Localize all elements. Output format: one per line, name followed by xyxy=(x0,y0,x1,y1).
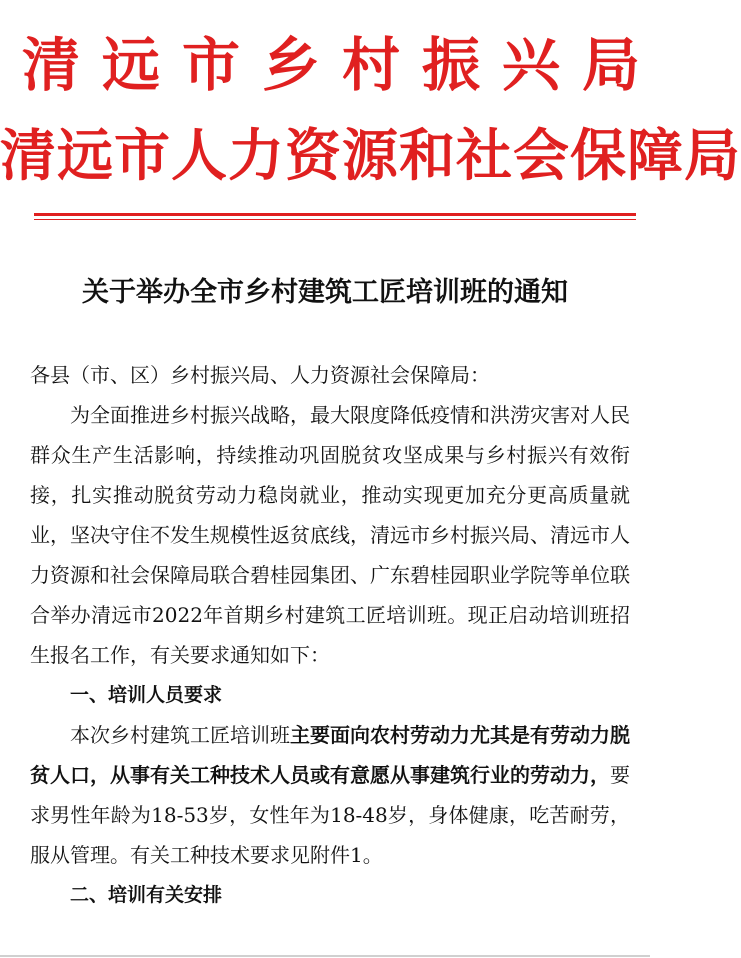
document-title: 关于举办全市乡村建筑工匠培训班的通知 xyxy=(82,277,568,308)
salutation: 各县（市、区）乡村振兴局、人力资源社会保障局： xyxy=(30,363,490,387)
section-heading-1: 一、培训人员要求 xyxy=(70,684,223,706)
requirements-intro: 本次乡村建筑工匠培训班 xyxy=(70,723,290,747)
red-separator-thick xyxy=(34,213,636,216)
section-heading-2: 二、培训有关安排 xyxy=(70,884,223,906)
paragraph-requirements xyxy=(30,715,630,875)
requirements-details: 要求男性年龄为18-53岁，女性年为18-48岁，身体健康，吃苦耐劳，服从管理。有关工种技术要求见附件1。 xyxy=(30,763,630,867)
requirements-target: 主要面向农村劳动力尤其是有劳动力脱贫人口，从事有关工种技术人员或有意愿从事建筑行业的劳动力， xyxy=(30,723,630,787)
page-bottom-edge xyxy=(0,955,650,957)
document-body xyxy=(30,355,630,915)
paragraph-intro: 为全面推进乡村振兴战略，最大限度降低疫情和洪涝灾害对人民群众生产生活影响，持续推动巩固脱贫攻坚成果与乡村振兴有效衔接，扎实推动脱贫劳动力稳岗就业，推动实现更加充分更高质量就业，坚决守住不发生规模性返贫底线，清远市乡村振兴局、清远市人力资源和社会保障局联合碧桂园集团、广东碧桂园职业学院等单位联合举办清远市2022年首期乡村建筑工匠培训班。现正启动培训班招生报名工作，有关要求通知如下： xyxy=(30,403,630,667)
issuing-org-1: 清远市乡村振兴局 xyxy=(22,31,663,99)
red-separator-thin xyxy=(34,219,636,220)
issuing-org-2: 清远市人力资源和社会保障局 xyxy=(0,123,741,189)
